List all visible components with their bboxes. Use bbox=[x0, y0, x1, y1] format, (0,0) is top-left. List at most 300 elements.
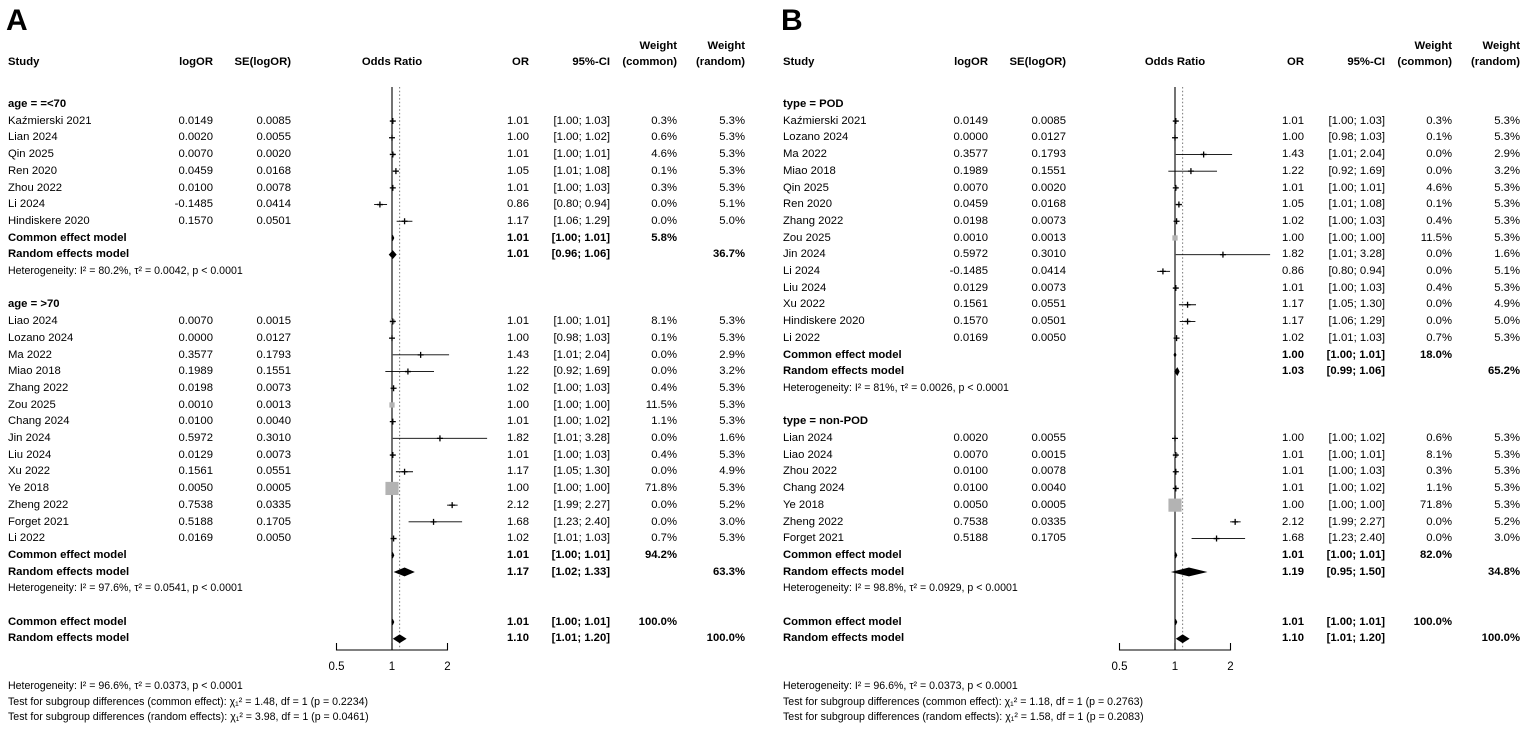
se-value: 0.0414 bbox=[1031, 265, 1066, 277]
weight-random-value: 5.3% bbox=[719, 164, 745, 177]
study-name: Zhang 2022 bbox=[8, 381, 69, 394]
study-name: Zou 2025 bbox=[783, 231, 831, 244]
weight-common-value: 0.3% bbox=[1426, 114, 1452, 127]
or-value: 1.01 bbox=[1282, 465, 1304, 478]
point-marker bbox=[1232, 519, 1238, 525]
summary-diamond bbox=[389, 250, 397, 259]
col-header-weight-common: (common) bbox=[1397, 56, 1452, 68]
summary-row-label: Random effects model bbox=[8, 248, 130, 261]
logor-value: 0.0070 bbox=[178, 148, 213, 161]
summary-row-label: Common effect model bbox=[8, 231, 127, 244]
or-value: 1.01 bbox=[1282, 448, 1304, 461]
study-name: Kaźmierski 2021 bbox=[783, 114, 867, 127]
ci-value: [1.00; 1.01] bbox=[551, 615, 610, 628]
se-value: 0.0055 bbox=[256, 131, 291, 144]
ci-value: [1.00; 1.03] bbox=[553, 448, 610, 461]
se-value: 0.0040 bbox=[1031, 482, 1066, 495]
weight-common-value: 71.8% bbox=[1419, 498, 1452, 511]
weight-random-value: 34.8% bbox=[1487, 565, 1520, 578]
logor-value: 0.0149 bbox=[953, 114, 988, 127]
study-name: Li 2022 bbox=[8, 532, 46, 545]
or-value: 1.02 bbox=[507, 381, 529, 394]
ci-value: [1.00; 1.01] bbox=[551, 231, 610, 244]
or-value: 1.10 bbox=[1282, 632, 1304, 645]
ci-value: [1.01; 2.04] bbox=[553, 348, 610, 361]
point-marker bbox=[1173, 118, 1179, 124]
study-name: Lozano 2024 bbox=[8, 331, 74, 344]
study-name: Lozano 2024 bbox=[783, 131, 849, 144]
or-value: 1.02 bbox=[507, 532, 529, 545]
ci-value: [1.00; 1.01] bbox=[551, 548, 610, 561]
weight-common-value: 100.0% bbox=[1413, 615, 1452, 628]
se-value: 0.0020 bbox=[256, 148, 291, 161]
weight-random-value: 3.0% bbox=[719, 515, 745, 528]
weight-random-value: 2.9% bbox=[1494, 148, 1520, 161]
study-name: Jin 2024 bbox=[783, 248, 826, 261]
panel-label-A: A bbox=[6, 4, 28, 37]
weight-common-value: 100.0% bbox=[638, 615, 677, 628]
ci-value: [1.01; 3.28] bbox=[553, 432, 610, 444]
logor-value: 0.0010 bbox=[178, 398, 213, 411]
point-marker bbox=[1185, 302, 1191, 308]
weight-random-value: 5.1% bbox=[719, 198, 745, 211]
weight-random-value: 5.3% bbox=[719, 315, 745, 328]
or-value: 1.82 bbox=[1282, 248, 1304, 261]
or-value: 1.03 bbox=[1282, 365, 1304, 378]
se-value: 0.0078 bbox=[256, 181, 291, 194]
ci-value: [1.00; 1.03] bbox=[1328, 214, 1385, 227]
study-name: Jin 2024 bbox=[8, 432, 51, 444]
se-value: 0.0050 bbox=[1031, 331, 1066, 344]
weight-common-value: 4.6% bbox=[1426, 181, 1452, 194]
col-header-weight-random-top: Weight bbox=[1482, 40, 1520, 52]
summary-row-label: Common effect model bbox=[783, 615, 902, 628]
summary-row-label: Random effects model bbox=[783, 565, 905, 578]
ci-value: [1.06; 1.29] bbox=[553, 214, 610, 227]
study-name: Qin 2025 bbox=[783, 181, 829, 194]
point-marker bbox=[390, 419, 396, 425]
se-value: 0.0050 bbox=[256, 532, 291, 545]
summary-diamond bbox=[393, 634, 407, 643]
logor-value: 0.0000 bbox=[953, 131, 988, 144]
point-marker bbox=[1172, 435, 1178, 441]
weight-common-value: 94.2% bbox=[644, 548, 677, 561]
ci-value: [0.98; 1.03] bbox=[1328, 131, 1385, 144]
subgroup-difference-test-note: Test for subgroup differences (common effect): χ₁² = 1.18, df = 1 (p = 0.2763) bbox=[783, 695, 1144, 708]
point-marker bbox=[1176, 202, 1182, 208]
weight-common-value: 4.6% bbox=[651, 148, 677, 161]
point-marker bbox=[389, 335, 395, 341]
study-name: Zheng 2022 bbox=[783, 515, 844, 528]
or-value: 1.82 bbox=[507, 432, 529, 444]
weight-square bbox=[1172, 235, 1177, 240]
se-value: 0.0335 bbox=[1031, 515, 1066, 528]
weight-square bbox=[1168, 499, 1181, 512]
weight-random-value: 5.0% bbox=[719, 214, 745, 227]
axis-tick-label: 2 bbox=[1227, 661, 1234, 673]
ci-value: [1.23; 2.40] bbox=[1328, 532, 1385, 545]
weight-random-value: 5.3% bbox=[719, 482, 745, 495]
point-marker bbox=[1220, 252, 1226, 258]
weight-random-value: 5.3% bbox=[719, 398, 745, 411]
or-value: 1.01 bbox=[507, 315, 529, 328]
or-value: 1.43 bbox=[507, 348, 529, 361]
logor-value: 0.0149 bbox=[178, 114, 213, 127]
study-name: Hindiskere 2020 bbox=[783, 315, 865, 328]
study-name: Liao 2024 bbox=[783, 448, 833, 461]
ci-value: [1.01; 1.20] bbox=[551, 632, 610, 645]
axis-tick-label: 2 bbox=[444, 661, 451, 673]
summary-row-label: Common effect model bbox=[8, 615, 127, 628]
or-value: 1.17 bbox=[1282, 298, 1304, 311]
weight-random-value: 63.3% bbox=[712, 565, 745, 578]
logor-value: 0.0198 bbox=[953, 214, 988, 227]
se-value: 0.1551 bbox=[256, 365, 291, 378]
or-value: 1.01 bbox=[507, 548, 529, 561]
axis-tick-label: 0.5 bbox=[1111, 661, 1128, 673]
point-marker bbox=[1173, 469, 1179, 475]
overall-heterogeneity-note: Heterogeneity: I² = 96.6%, τ² = 0.0373, p < 0.0001 bbox=[783, 680, 1018, 692]
logor-value: 0.0050 bbox=[953, 498, 988, 511]
ci-value: [1.06; 1.29] bbox=[1328, 315, 1385, 328]
se-value: 0.0073 bbox=[1031, 214, 1066, 227]
study-name: Lian 2024 bbox=[8, 131, 58, 144]
or-value: 1.00 bbox=[1282, 498, 1304, 511]
or-value: 1.00 bbox=[507, 331, 529, 344]
or-value: 1.00 bbox=[1282, 432, 1304, 444]
ci-value: [1.00; 1.02] bbox=[1328, 432, 1385, 444]
or-value: 1.01 bbox=[1282, 482, 1304, 495]
logor-value: 0.0020 bbox=[178, 131, 213, 144]
logor-value: 0.0169 bbox=[953, 331, 988, 344]
weight-common-value: 0.3% bbox=[651, 114, 677, 127]
study-name: Zheng 2022 bbox=[8, 498, 69, 511]
se-value: 0.0013 bbox=[256, 398, 291, 411]
ci-value: [1.05; 1.30] bbox=[553, 465, 610, 478]
ci-value: [1.00; 1.01] bbox=[1328, 181, 1385, 194]
weight-random-value: 5.3% bbox=[1494, 331, 1520, 344]
study-name: Forget 2021 bbox=[783, 532, 844, 545]
axis-tick-label: 1 bbox=[388, 661, 396, 673]
logor-value: 0.0100 bbox=[953, 465, 988, 478]
or-axis bbox=[337, 643, 448, 650]
weight-random-value: 5.3% bbox=[719, 381, 745, 394]
study-name: Chang 2024 bbox=[783, 482, 845, 495]
col-header-odds-ratio: Odds Ratio bbox=[1144, 56, 1206, 68]
ci-value: [0.95; 1.50] bbox=[1326, 565, 1385, 578]
logor-value: 0.0100 bbox=[953, 482, 988, 495]
axis-tick-label: 0.5 bbox=[328, 661, 345, 673]
se-value: 0.3010 bbox=[1031, 248, 1066, 261]
ci-value: [1.00; 1.00] bbox=[553, 482, 610, 495]
study-name: Ren 2020 bbox=[8, 164, 57, 177]
se-value: 0.0078 bbox=[1031, 465, 1066, 478]
study-name: Ma 2022 bbox=[783, 148, 827, 161]
study-name: Forget 2021 bbox=[8, 515, 69, 528]
se-value: 0.1793 bbox=[1031, 148, 1066, 161]
logor-value: 0.1570 bbox=[953, 315, 988, 328]
logor-value: 0.5972 bbox=[953, 248, 988, 261]
logor-value: 0.0020 bbox=[953, 432, 988, 444]
col-header-odds-ratio: Odds Ratio bbox=[361, 56, 423, 68]
overall-heterogeneity-note: Heterogeneity: I² = 96.6%, τ² = 0.0373, p < 0.0001 bbox=[8, 680, 243, 692]
weight-common-value: 0.0% bbox=[1426, 265, 1452, 277]
col-header-logor: logOR bbox=[954, 56, 988, 68]
logor-value: -0.1485 bbox=[949, 265, 988, 277]
weight-common-value: 8.1% bbox=[651, 315, 677, 328]
se-value: 0.0551 bbox=[256, 465, 291, 478]
weight-common-value: 0.6% bbox=[651, 131, 677, 144]
study-name: Xu 2022 bbox=[8, 465, 51, 478]
logor-value: 0.5972 bbox=[178, 432, 213, 444]
point-marker bbox=[402, 469, 408, 475]
or-value: 1.68 bbox=[1282, 532, 1304, 545]
heterogeneity-note: Heterogeneity: I² = 81%, τ² = 0.0026, p < 0.0001 bbox=[783, 381, 1009, 394]
weight-random-value: 5.3% bbox=[1494, 114, 1520, 127]
weight-random-value: 5.3% bbox=[719, 331, 745, 344]
logor-value: 0.5188 bbox=[178, 515, 213, 528]
weight-random-value: 5.3% bbox=[1494, 281, 1520, 294]
se-value: 0.0055 bbox=[1031, 432, 1066, 444]
logor-value: 0.0459 bbox=[953, 198, 988, 211]
weight-common-value: 5.8% bbox=[651, 231, 677, 244]
weight-random-value: 1.6% bbox=[1494, 248, 1520, 261]
weight-common-value: 0.0% bbox=[651, 515, 677, 528]
point-marker bbox=[1173, 285, 1179, 291]
se-value: 0.0015 bbox=[256, 315, 291, 328]
logor-value: 0.1561 bbox=[953, 298, 988, 311]
study-name: Liao 2024 bbox=[8, 315, 58, 328]
or-value: 1.10 bbox=[507, 632, 529, 645]
weight-random-value: 5.3% bbox=[1494, 465, 1520, 478]
weight-random-value: 5.3% bbox=[1494, 482, 1520, 495]
ci-value: [1.01; 3.28] bbox=[1328, 248, 1385, 261]
study-name: Miao 2018 bbox=[8, 365, 61, 378]
study-name: Zhang 2022 bbox=[783, 214, 844, 227]
ci-value: [0.80; 0.94] bbox=[1328, 265, 1385, 277]
ci-value: [1.01; 2.04] bbox=[1328, 148, 1385, 161]
study-name: Zhou 2022 bbox=[783, 465, 838, 478]
or-value: 1.05 bbox=[507, 164, 529, 177]
point-marker bbox=[377, 202, 383, 208]
logor-value: 0.7538 bbox=[178, 498, 213, 511]
or-value: 1.02 bbox=[1282, 214, 1304, 227]
ci-value: [1.00; 1.01] bbox=[553, 315, 610, 328]
weight-common-value: 0.1% bbox=[651, 331, 677, 344]
weight-common-value: 0.4% bbox=[651, 448, 677, 461]
weight-common-value: 0.0% bbox=[651, 465, 677, 478]
or-value: 0.86 bbox=[1282, 265, 1304, 277]
weight-common-value: 0.0% bbox=[651, 432, 677, 444]
se-value: 0.0040 bbox=[256, 415, 291, 428]
weight-common-value: 0.3% bbox=[651, 181, 677, 194]
weight-common-value: 18.0% bbox=[1419, 348, 1452, 361]
point-marker bbox=[390, 118, 396, 124]
or-value: 1.00 bbox=[1282, 348, 1304, 361]
ci-value: [1.05; 1.30] bbox=[1328, 298, 1385, 311]
weight-random-value: 36.7% bbox=[712, 248, 745, 261]
col-header-weight-random: (random) bbox=[1471, 56, 1520, 68]
heterogeneity-note: Heterogeneity: I² = 98.8%, τ² = 0.0929, p < 0.0001 bbox=[783, 582, 1018, 595]
weight-common-value: 0.0% bbox=[1426, 248, 1452, 261]
ci-value: [1.00; 1.00] bbox=[1328, 231, 1385, 244]
or-value: 1.01 bbox=[507, 448, 529, 461]
weight-common-value: 0.0% bbox=[651, 214, 677, 227]
col-header-study: Study bbox=[8, 56, 40, 68]
se-value: 0.0015 bbox=[1031, 448, 1066, 461]
or-value: 1.01 bbox=[1282, 281, 1304, 294]
weight-common-value: 71.8% bbox=[644, 482, 677, 495]
weight-common-value: 11.5% bbox=[645, 398, 677, 411]
subgroup-difference-test-note: Test for subgroup differences (common effect): χ₁² = 1.48, df = 1 (p = 0.2234) bbox=[8, 695, 369, 708]
forest-plot bbox=[0, 0, 760, 734]
or-value: 1.17 bbox=[507, 465, 529, 478]
logor-value: 0.1989 bbox=[178, 365, 213, 378]
weight-common-value: 0.0% bbox=[651, 498, 677, 511]
weight-common-value: 0.4% bbox=[1426, 214, 1452, 227]
se-value: 0.0168 bbox=[1031, 198, 1066, 211]
se-value: 0.0005 bbox=[256, 482, 291, 495]
or-value: 1.00 bbox=[507, 482, 529, 495]
weight-common-value: 0.3% bbox=[1426, 465, 1452, 478]
or-axis bbox=[1120, 643, 1231, 650]
subgroup-difference-test-note: Test for subgroup differences (random effects): χ₁² = 1.58, df = 1 (p = 0.2083) bbox=[783, 711, 1144, 724]
point-marker bbox=[1172, 135, 1178, 141]
summary-diamond bbox=[394, 568, 415, 577]
or-value: 1.01 bbox=[507, 231, 529, 244]
weight-random-value: 100.0% bbox=[706, 632, 745, 645]
subgroup-label: age = >70 bbox=[8, 298, 60, 311]
se-value: 0.0127 bbox=[256, 331, 291, 344]
heterogeneity-note: Heterogeneity: I² = 97.6%, τ² = 0.0541, p < 0.0001 bbox=[8, 582, 243, 595]
study-name: Ye 2018 bbox=[8, 482, 50, 495]
ci-value: [0.80; 0.94] bbox=[553, 198, 610, 211]
ci-value: [1.00; 1.01] bbox=[1326, 548, 1385, 561]
subgroup-label: type = non-POD bbox=[783, 415, 869, 428]
weight-common-value: 1.1% bbox=[651, 415, 677, 428]
point-marker bbox=[390, 452, 396, 458]
study-name: Li 2022 bbox=[783, 331, 821, 344]
weight-square bbox=[385, 482, 398, 495]
or-value: 1.01 bbox=[507, 181, 529, 194]
ci-value: [1.00; 1.00] bbox=[553, 398, 610, 411]
summary-row-label: Random effects model bbox=[783, 632, 905, 645]
ci-value: [1.00; 1.02] bbox=[553, 131, 610, 144]
or-value: 1.17 bbox=[1282, 315, 1304, 328]
col-header-or: OR bbox=[1287, 56, 1304, 68]
weight-random-value: 5.3% bbox=[719, 532, 745, 545]
se-value: 0.0013 bbox=[1031, 231, 1066, 244]
se-value: 0.0501 bbox=[256, 214, 291, 227]
or-value: 1.01 bbox=[1282, 181, 1304, 194]
weight-common-value: 0.0% bbox=[1426, 164, 1452, 177]
study-name: Li 2024 bbox=[783, 265, 821, 277]
ci-value: [1.99; 2.27] bbox=[1328, 515, 1385, 528]
weight-random-value: 100.0% bbox=[1481, 632, 1520, 645]
ci-value: [1.01; 1.08] bbox=[553, 164, 610, 177]
ci-value: [1.00; 1.01] bbox=[1328, 448, 1385, 461]
weight-common-value: 0.0% bbox=[651, 198, 677, 211]
weight-common-value: 0.7% bbox=[1426, 331, 1452, 344]
weight-random-value: 5.3% bbox=[719, 448, 745, 461]
ci-value: [0.99; 1.06] bbox=[1326, 365, 1385, 378]
or-value: 1.22 bbox=[1282, 164, 1304, 177]
logor-value: 0.0050 bbox=[178, 482, 213, 495]
point-marker bbox=[402, 218, 408, 224]
se-value: 0.0005 bbox=[1031, 498, 1066, 511]
weight-random-value: 5.3% bbox=[719, 415, 745, 428]
ci-value: [1.00; 1.00] bbox=[1328, 498, 1385, 511]
weight-common-value: 8.1% bbox=[1426, 448, 1452, 461]
weight-common-value: 0.0% bbox=[1426, 298, 1452, 311]
logor-value: 0.0459 bbox=[178, 164, 213, 177]
col-header-weight-random-top: Weight bbox=[707, 40, 745, 52]
weight-random-value: 4.9% bbox=[719, 465, 745, 478]
weight-random-value: 5.3% bbox=[1494, 131, 1520, 144]
weight-random-value: 3.0% bbox=[1494, 532, 1520, 545]
weight-common-value: 11.5% bbox=[1420, 231, 1452, 244]
point-marker bbox=[1188, 168, 1194, 174]
se-value: 0.1793 bbox=[256, 348, 291, 361]
point-marker bbox=[437, 435, 443, 441]
se-value: 0.0551 bbox=[1031, 298, 1066, 311]
ci-value: [1.00; 1.03] bbox=[1328, 281, 1385, 294]
weight-random-value: 5.3% bbox=[1494, 181, 1520, 194]
summary-row-label: Random effects model bbox=[8, 632, 130, 645]
col-header-or: OR bbox=[512, 56, 529, 68]
axis-tick-label: 1 bbox=[1171, 661, 1179, 673]
summary-row-label: Random effects model bbox=[783, 365, 905, 378]
ci-value: [1.00; 1.01] bbox=[1326, 348, 1385, 361]
or-value: 1.01 bbox=[507, 148, 529, 161]
point-marker bbox=[1185, 318, 1191, 324]
logor-value: -0.1485 bbox=[174, 198, 213, 211]
col-header-weight-common-top: Weight bbox=[639, 40, 677, 52]
weight-random-value: 5.0% bbox=[1494, 315, 1520, 328]
ci-value: [1.01; 1.08] bbox=[1328, 198, 1385, 211]
or-value: 1.00 bbox=[1282, 231, 1304, 244]
se-value: 0.0085 bbox=[256, 114, 291, 127]
logor-value: 0.0129 bbox=[178, 448, 213, 461]
subgroup-difference-test-note: Test for subgroup differences (random effects): χ₁² = 3.98, df = 1 (p = 0.0461) bbox=[8, 711, 369, 724]
or-value: 1.17 bbox=[507, 214, 529, 227]
se-value: 0.0168 bbox=[256, 164, 291, 177]
or-value: 2.12 bbox=[1282, 515, 1304, 528]
ci-value: [1.00; 1.03] bbox=[553, 114, 610, 127]
study-name: Liu 2024 bbox=[783, 281, 827, 294]
ci-value: [1.23; 2.40] bbox=[553, 515, 610, 528]
weight-random-value: 5.3% bbox=[1494, 214, 1520, 227]
point-marker bbox=[389, 135, 395, 141]
weight-square bbox=[389, 402, 394, 407]
or-value: 1.05 bbox=[1282, 198, 1304, 211]
ci-value: [1.00; 1.03] bbox=[1328, 114, 1385, 127]
col-header-weight-common: (common) bbox=[622, 56, 677, 68]
se-value: 0.0073 bbox=[1031, 281, 1066, 294]
point-marker bbox=[393, 168, 399, 174]
weight-random-value: 65.2% bbox=[1487, 365, 1520, 378]
or-value: 1.68 bbox=[507, 515, 529, 528]
weight-common-value: 0.0% bbox=[1426, 532, 1452, 545]
point-marker bbox=[418, 352, 424, 358]
panel-A bbox=[0, 0, 760, 734]
summary-diamond bbox=[1176, 634, 1190, 643]
se-value: 0.0020 bbox=[1031, 181, 1066, 194]
study-name: Chang 2024 bbox=[8, 415, 70, 428]
se-value: 0.1705 bbox=[1031, 532, 1066, 545]
subgroup-label: type = POD bbox=[783, 98, 844, 110]
or-value: 1.00 bbox=[507, 131, 529, 144]
